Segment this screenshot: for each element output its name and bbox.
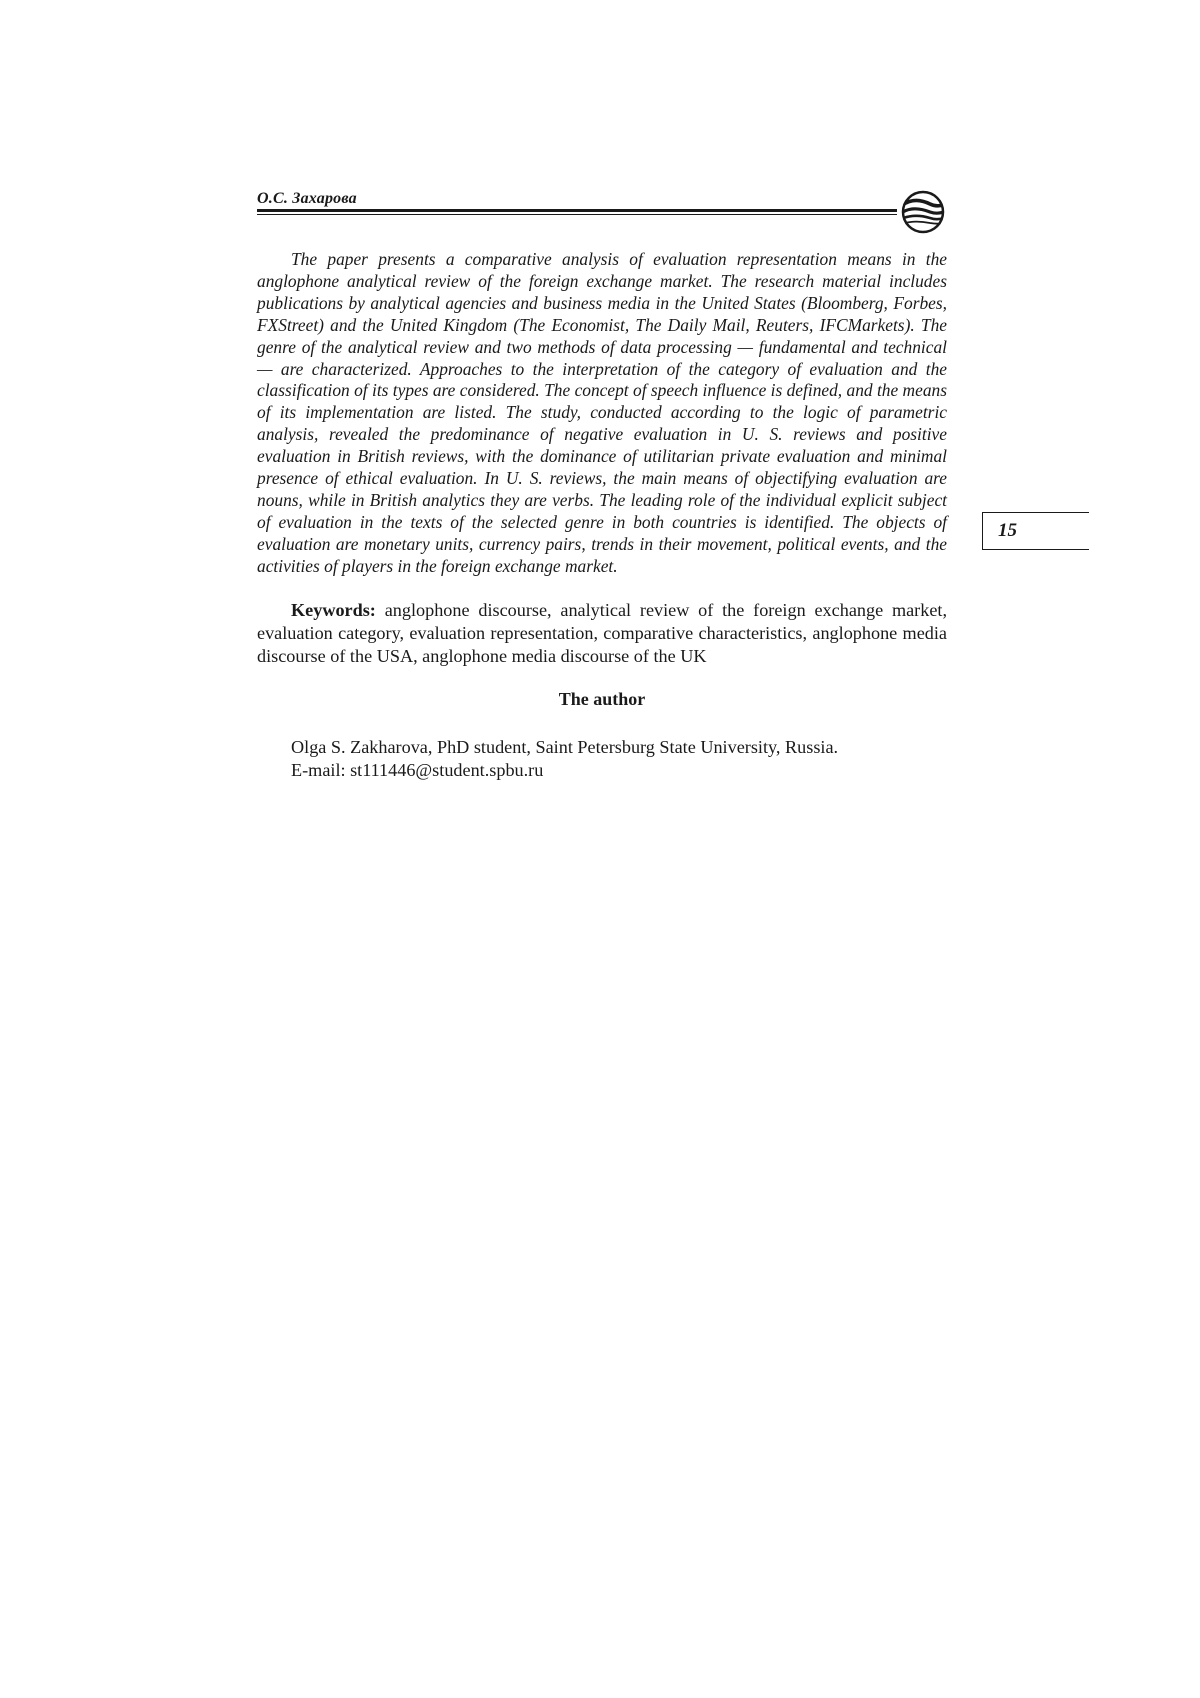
keywords-label: Keywords: [291,600,376,620]
page-number: 15 [998,520,1017,541]
running-head-author: О.С. Захарова [257,190,357,207]
author-email: E-mail: st111446@student.spbu.ru [291,760,544,780]
author-info [291,736,951,782]
keywords-text: anglophone discourse, analytical review of the foreign exchange market, evaluation category, evaluation representation, comparative characteristics, anglophone media discourse of the USA, anglophone media discourse of the UK [257,600,947,666]
abstract-paragraph: The paper presents a comparative analysis of evaluation representation means in the anglophone analytical review of the foreign exchange market. The research material includes publications by analytical agencies and business media in the United States (Bloomberg, Forbes, FXStreet) and the United Kingdom (The Economist, The Daily Mail, Reuters, IFCMarkets). The genre of the analytical review and two methods of data processing — fundamental and technical — are characterized. Approaches to the interpretation of the category of evaluation and the classification of its types are considered. The concept of speech influence is defined, and the means of its implementation are listed. The study, conducted according to the logic of parametric analysis, revealed the predominance of negative evaluation in U. S. reviews and positive evaluation in British reviews, with the dominance of utilitarian private evaluation and minimal presence of ethical evaluation. In U. S. reviews, the main means of objectifying evaluation are nouns, while in British analytics they are verbs. The leading role of the individual explicit subject of evaluation in the texts of the selected genre in both countries is identified. The objects of evaluation are monetary units, currency pairs, trends in their movement, political events, and the activities of players in the foreign exchange market. [257,249,947,576]
keywords-paragraph [257,599,947,668]
header-rule-thin [257,214,897,215]
author-section-heading: The author [558,689,646,709]
page-number-box [982,512,1089,550]
author-affiliation: Olga S. Zakharova, PhD student, Saint Petersburg State University, Russia. [291,737,839,757]
header-rule-thick [257,209,897,212]
running-head [257,188,897,218]
journal-wave-logo-icon [900,189,946,235]
